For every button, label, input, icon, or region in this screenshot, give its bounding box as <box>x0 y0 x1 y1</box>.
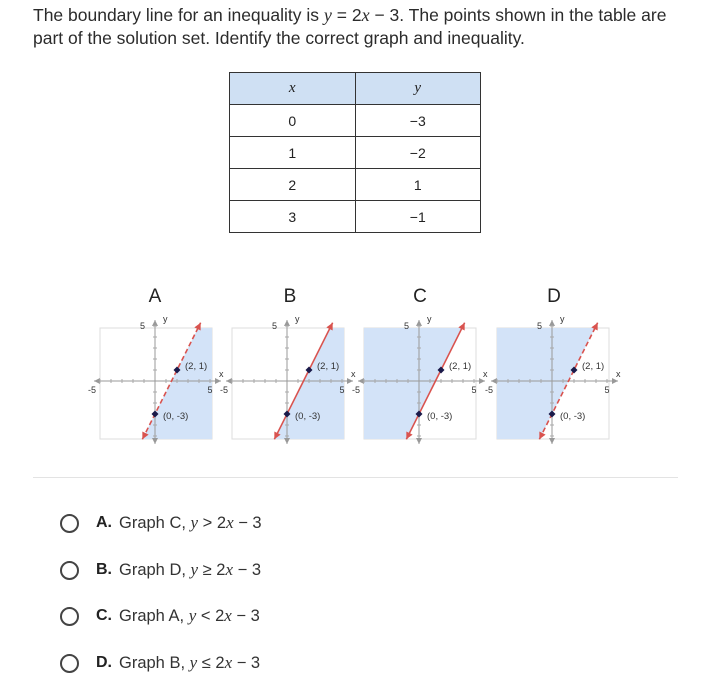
option-var: x <box>224 653 233 672</box>
x-axis-arrow <box>94 378 100 384</box>
option-rest: − 3 <box>231 607 260 625</box>
point-label: (2, 1) <box>582 361 605 372</box>
x-tick-label: -5 <box>351 385 361 395</box>
question-part: The boundary line for an inequality is <box>33 5 324 25</box>
option-letter: C. <box>96 607 112 624</box>
answer-option-c[interactable] <box>60 602 260 630</box>
option-var: y <box>189 653 198 672</box>
option-letter: D. <box>96 654 112 671</box>
point-label: (2, 1) <box>449 361 472 372</box>
option-var: x <box>224 606 232 625</box>
y-tick-label: 5 <box>271 321 277 331</box>
x-tick-label: 5 <box>604 385 610 395</box>
graph-label-a: A <box>148 286 162 307</box>
option-rel: ≤ 2 <box>197 654 225 672</box>
option-var: y <box>190 560 199 579</box>
option-letter: A. <box>96 514 112 531</box>
option-text <box>119 513 262 533</box>
y-axis-arrow <box>284 320 290 326</box>
x-axis-arrow <box>358 378 364 384</box>
table-cell: 0 <box>230 105 356 137</box>
graph-c <box>351 314 494 446</box>
radio-button[interactable] <box>60 561 79 580</box>
question-text <box>33 4 693 50</box>
table-header-y: y <box>355 73 481 105</box>
point-label: (2, 1) <box>317 361 340 372</box>
question-part: − 3. The points shown in the table are part of the solution set. Identify the correct graph and inequality. <box>33 5 667 48</box>
answer-option-d[interactable] <box>60 649 260 677</box>
option-rest: − 3 <box>232 654 261 672</box>
option-rel: < 2 <box>196 607 225 625</box>
option-text <box>119 606 260 626</box>
option-var: x <box>226 513 234 532</box>
x-tick-label: 5 <box>207 385 213 395</box>
points-table <box>229 72 481 233</box>
x-axis-label: x <box>351 369 356 379</box>
table-header-row <box>230 73 481 105</box>
table-cell: −1 <box>355 201 481 233</box>
graph-label-d: D <box>547 286 561 307</box>
y-axis-arrow <box>549 320 555 326</box>
option-rel: ≥ 2 <box>198 561 226 579</box>
answer-option-a[interactable] <box>60 509 262 537</box>
answer-option-b[interactable] <box>60 556 261 584</box>
table-cell: 2 <box>230 169 356 201</box>
graph-b <box>219 314 359 446</box>
table-cell: −2 <box>355 137 481 169</box>
x-tick-label: -5 <box>87 385 97 395</box>
y-axis-arrow <box>284 438 290 444</box>
y-tick-label: 5 <box>403 321 409 331</box>
option-var: x <box>225 560 234 579</box>
table-cell: 1 <box>230 137 356 169</box>
table-row <box>230 137 481 169</box>
x-tick-label: 5 <box>471 385 477 395</box>
option-letter: B. <box>96 561 112 578</box>
question-part: = 2 <box>331 5 362 25</box>
option-rest: − 3 <box>233 561 262 579</box>
graph-a <box>87 314 227 446</box>
table-row <box>230 169 481 201</box>
table-row <box>230 105 481 137</box>
y-axis-label: y <box>163 314 168 324</box>
point-label: (0, -3) <box>560 411 586 422</box>
option-rest: − 3 <box>233 514 262 532</box>
option-graph: Graph C, <box>119 514 191 532</box>
x-axis-label: x <box>219 369 224 379</box>
y-axis-label: y <box>295 314 300 324</box>
option-var: y <box>188 606 197 625</box>
y-tick-label: 5 <box>139 321 145 331</box>
question-var-y: y <box>323 5 332 25</box>
question-var-x: x <box>361 5 370 25</box>
x-axis-arrow <box>491 378 497 384</box>
x-tick-label: -5 <box>219 385 229 395</box>
graph-label-c: C <box>413 286 427 307</box>
option-text <box>119 560 261 580</box>
table-cell: −3 <box>355 105 481 137</box>
option-text <box>119 653 260 673</box>
radio-button[interactable] <box>60 514 79 533</box>
point-label: (2, 1) <box>185 361 208 372</box>
x-axis-label: x <box>616 369 621 379</box>
y-axis-arrow <box>549 438 555 444</box>
point-label: (0, -3) <box>427 411 453 422</box>
y-axis-arrow <box>416 438 422 444</box>
option-graph: Graph A, <box>119 607 189 625</box>
option-graph: Graph B, <box>119 654 190 672</box>
option-var: y <box>190 513 199 532</box>
option-rel: > 2 <box>198 514 227 532</box>
graph-d <box>484 314 624 446</box>
y-axis-arrow <box>416 320 422 326</box>
y-axis-label: y <box>427 314 432 324</box>
radio-button[interactable] <box>60 607 79 626</box>
x-axis-arrow <box>226 378 232 384</box>
point-label: (0, -3) <box>163 411 189 422</box>
x-axis-label: x <box>483 369 488 379</box>
table-row <box>230 201 481 233</box>
x-tick-label: -5 <box>484 385 494 395</box>
option-graph: Graph D, <box>119 561 191 579</box>
y-tick-label: 5 <box>536 321 542 331</box>
graph-label-b: B <box>283 286 297 307</box>
point-label: (0, -3) <box>295 411 321 422</box>
table-cell: 3 <box>230 201 356 233</box>
y-axis-label: y <box>560 314 565 324</box>
x-tick-label: 5 <box>339 385 345 395</box>
y-axis-arrow <box>152 438 158 444</box>
y-axis-arrow <box>152 320 158 326</box>
divider <box>33 477 678 478</box>
radio-button[interactable] <box>60 654 79 673</box>
table-cell: 1 <box>355 169 481 201</box>
table-header-x: x <box>230 73 356 105</box>
